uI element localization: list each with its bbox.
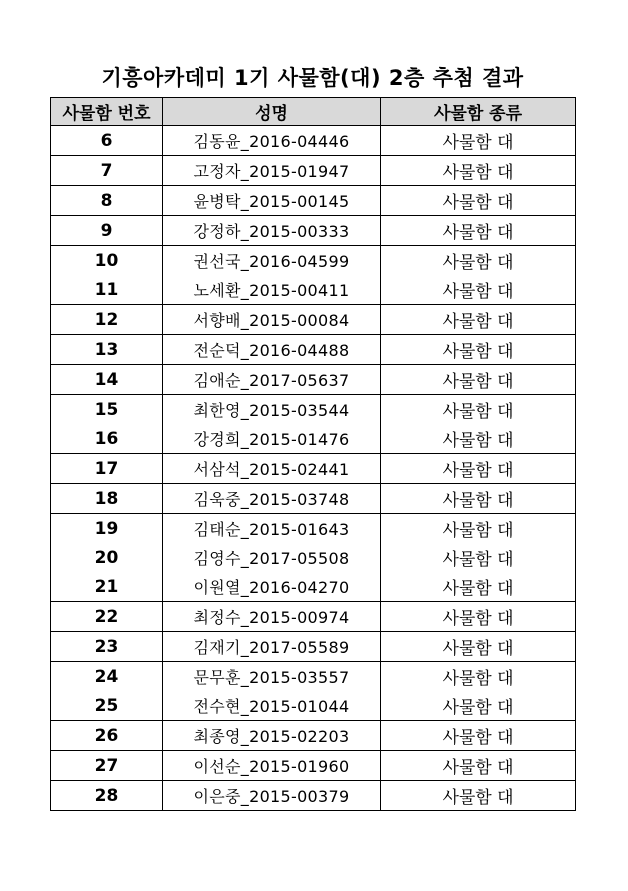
locker-number-cell: 14: [51, 365, 163, 395]
locker-number-cell: 16: [51, 424, 163, 454]
table-row: [51, 216, 576, 246]
table-body: [51, 126, 576, 811]
locker-type-cell: 사물함 대: [381, 514, 576, 544]
table-row: [51, 781, 576, 811]
member-name-cell: 노세환_2015-00411: [163, 275, 381, 305]
table-row: [51, 514, 576, 544]
member-name-cell: 이원열_2016-04270: [163, 572, 381, 602]
member-name-cell: 최종영_2015-02203: [163, 721, 381, 751]
table-row: [51, 572, 576, 602]
member-name-cell: 김영수_2017-05508: [163, 543, 381, 572]
table-row: [51, 126, 576, 156]
locker-number-cell: 13: [51, 335, 163, 365]
table-row: [51, 484, 576, 514]
member-name-cell: 김욱중_2015-03748: [163, 484, 381, 514]
member-name-cell: 권선국_2016-04599: [163, 246, 381, 276]
locker-type-cell: 사물함 대: [381, 662, 576, 692]
locker-type-cell: 사물함 대: [381, 246, 576, 276]
locker-number-cell: 26: [51, 721, 163, 751]
table-row: [51, 662, 576, 692]
table-row: [51, 365, 576, 395]
locker-number-cell: 27: [51, 751, 163, 781]
locker-number-cell: 22: [51, 602, 163, 632]
table-row: [51, 275, 576, 305]
document-title: 기흥아카데미 1기 사물함(대) 2층 추첨 결과: [101, 66, 524, 90]
locker-number-cell: 18: [51, 484, 163, 514]
member-name-cell: 서향배_2015-00084: [163, 305, 381, 335]
locker-number-cell: 11: [51, 275, 163, 305]
locker-type-cell: 사물함 대: [381, 365, 576, 395]
locker-number-cell: 20: [51, 543, 163, 572]
locker-type-cell: 사물함 대: [381, 186, 576, 216]
member-name-cell: 강정하_2015-00333: [163, 216, 381, 246]
table-row: [51, 246, 576, 276]
locker-type-cell: 사물함 대: [381, 126, 576, 156]
member-name-cell: 강경희_2015-01476: [163, 424, 381, 454]
locker-type-cell: 사물함 대: [381, 335, 576, 365]
locker-number-cell: 17: [51, 454, 163, 484]
locker-number-cell: 9: [51, 216, 163, 246]
member-name-cell: 전수현_2015-01044: [163, 691, 381, 721]
member-name-cell: 최정수_2015-00974: [163, 602, 381, 632]
member-name-cell: 김태순_2015-01643: [163, 514, 381, 544]
locker-number-cell: 19: [51, 514, 163, 544]
locker-type-cell: 사물함 대: [381, 602, 576, 632]
table-row: [51, 395, 576, 425]
locker-number-cell: 8: [51, 186, 163, 216]
locker-type-cell: 사물함 대: [381, 395, 576, 425]
member-name-cell: 김동윤_2016-04446: [163, 126, 381, 156]
member-name-cell: 최한영_2015-03544: [163, 395, 381, 425]
locker-type-cell: 사물함 대: [381, 454, 576, 484]
locker-number-cell: 15: [51, 395, 163, 425]
locker-type-cell: 사물함 대: [381, 691, 576, 721]
table-row: [51, 454, 576, 484]
locker-type-cell: 사물함 대: [381, 424, 576, 454]
header-name: 성명: [163, 98, 381, 126]
member-name-cell: 서삼석_2015-02441: [163, 454, 381, 484]
header-locker-number: 사물함 번호: [51, 98, 163, 126]
locker-type-cell: 사물함 대: [381, 632, 576, 662]
member-name-cell: 전순덕_2016-04488: [163, 335, 381, 365]
locker-type-cell: 사물함 대: [381, 305, 576, 335]
table-row: [51, 305, 576, 335]
locker-type-cell: 사물함 대: [381, 721, 576, 751]
member-name-cell: 김재기_2017-05589: [163, 632, 381, 662]
header-locker-type: 사물함 종류: [381, 98, 576, 126]
locker-number-cell: 6: [51, 126, 163, 156]
locker-number-cell: 21: [51, 572, 163, 602]
locker-type-cell: 사물함 대: [381, 543, 576, 572]
locker-type-cell: 사물함 대: [381, 156, 576, 186]
locker-number-cell: 25: [51, 691, 163, 721]
table-row: [51, 691, 576, 721]
member-name-cell: 윤병탁_2015-00145: [163, 186, 381, 216]
locker-type-cell: 사물함 대: [381, 751, 576, 781]
member-name-cell: 고정자_2015-01947: [163, 156, 381, 186]
table-row: [51, 543, 576, 572]
locker-number-cell: 24: [51, 662, 163, 692]
member-name-cell: 이은중_2015-00379: [163, 781, 381, 811]
table-row: [51, 186, 576, 216]
member-name-cell: 김애순_2017-05637: [163, 365, 381, 395]
table-row: [51, 632, 576, 662]
table-row: [51, 751, 576, 781]
locker-number-cell: 7: [51, 156, 163, 186]
locker-number-cell: 10: [51, 246, 163, 276]
locker-type-cell: 사물함 대: [381, 216, 576, 246]
locker-number-cell: 12: [51, 305, 163, 335]
member-name-cell: 이선순_2015-01960: [163, 751, 381, 781]
locker-type-cell: 사물함 대: [381, 484, 576, 514]
locker-type-cell: 사물함 대: [381, 781, 576, 811]
member-name-cell: 문무훈_2015-03557: [163, 662, 381, 692]
locker-number-cell: 23: [51, 632, 163, 662]
table-row: [51, 335, 576, 365]
table-header-row: [51, 98, 576, 126]
table-row: [51, 424, 576, 454]
locker-result-table: [50, 97, 576, 811]
locker-type-cell: 사물함 대: [381, 572, 576, 602]
table-row: [51, 602, 576, 632]
locker-type-cell: 사물함 대: [381, 275, 576, 305]
table-row: [51, 721, 576, 751]
locker-number-cell: 28: [51, 781, 163, 811]
table-row: [51, 156, 576, 186]
